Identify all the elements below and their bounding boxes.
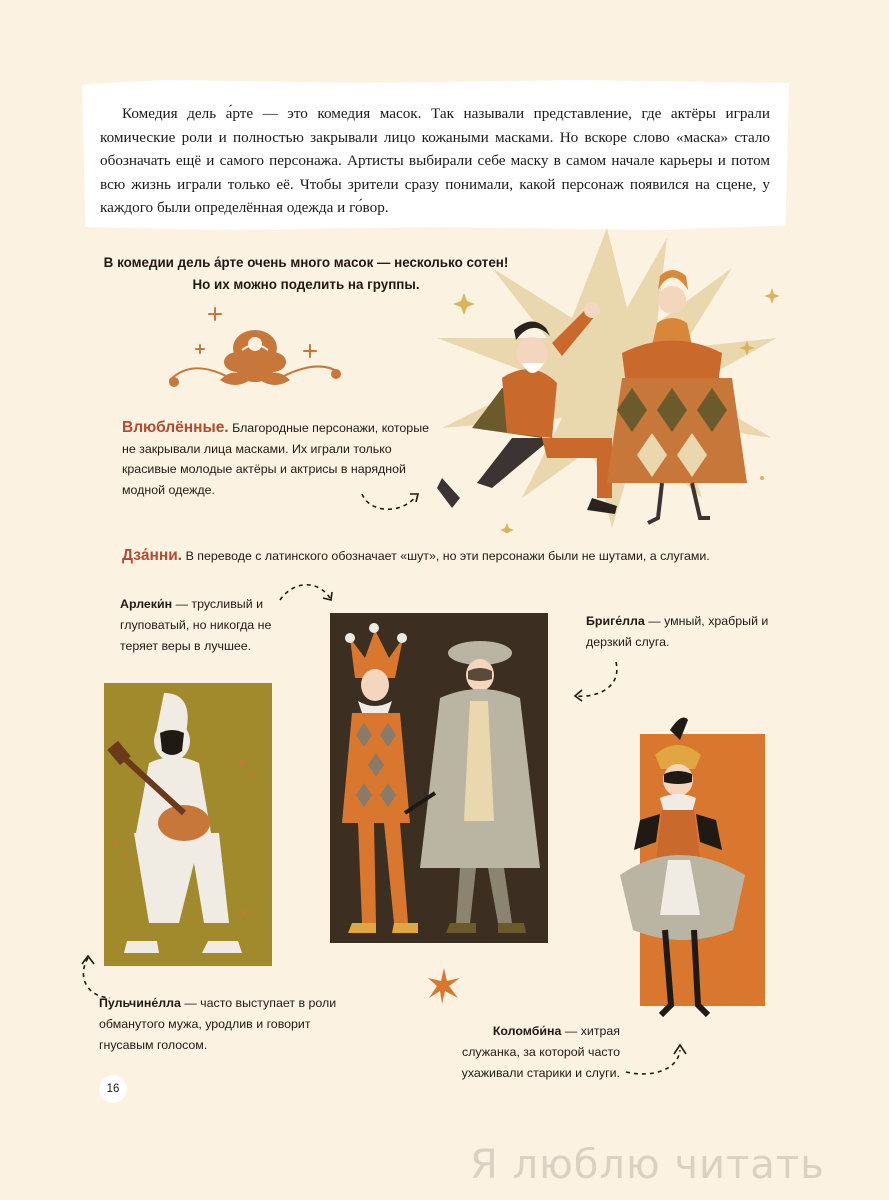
colombina-illustration (610, 710, 765, 1025)
flower-ornament-icon (160, 300, 350, 400)
lovers-text: Благородные персонажи, которые не закрывали лица масками. Их играли только красивые молодые актёры и актрисы в нарядной модной одежде. (122, 421, 429, 497)
dashed-arrow-icon (566, 658, 626, 704)
lovers-title: Влюблённые. (122, 419, 229, 436)
lead-line-1: В комедии дель а́рте очень много масок — несколько сотен! (103, 255, 509, 270)
dashed-arrow-icon (358, 466, 428, 516)
dashed-arrow-icon (276, 578, 340, 612)
arlecchino-brighella-illustration (330, 613, 548, 943)
arlecchino-desc: — трусливый и глуповатый, но никогда не теряет веры в лучшее. (120, 597, 272, 653)
zanni-text: В переводе с латинского обозначает «шут», но эти персонажи были не шутами, а слугами. (185, 549, 710, 563)
pulcinella-illustration (104, 683, 272, 966)
lovers-illustration (432, 228, 787, 533)
pulcinella-desc: — часто выступает в роли обманутого мужа, уродлив и говорит гнусавым голосом. (99, 996, 337, 1052)
arlecchino-name: Арлеки́н (120, 597, 173, 611)
watermark: Я люблю читать (470, 1142, 825, 1188)
brighella-caption (586, 611, 776, 653)
colombina-name: Коломби́на (492, 1024, 562, 1038)
brighella-name: Бриге́лла (586, 614, 645, 628)
colombina-desc: — хитрая служанка, за которой часто ухаживали старики и слуги. (461, 1024, 620, 1080)
zanni-title: Дза́нни. (122, 547, 183, 564)
colombina-caption (448, 1021, 620, 1084)
arlecchino-caption (120, 594, 280, 657)
zanni-description (122, 546, 762, 566)
lead-line-2: Но их можно поделить на группы. (192, 277, 420, 292)
brighella-desc: — умный, храбрый и дерзкий слуга. (586, 614, 769, 649)
intro-paragraph: Комедия дель а́рте — это комедия масок. Так называли представление, где актёры играли комические роли и полностью закрывали лицо кожаными масками. Но вскоре слово «маска» стало обозначать ещё и самого персонажа. Артисты выбирали себе маску в самом начале карьеры и потом всю жизнь играли только её. Чтобы зрители сразу понимали, какой персонаж появился на сцене, у каждого были определённая одежда и го́вор. (100, 105, 770, 216)
dashed-arrow-icon (622, 1040, 690, 1078)
sparkle-icon (426, 966, 462, 1006)
pulcinella-caption (99, 993, 359, 1056)
page-number: 16 (99, 1075, 127, 1103)
pulcinella-name: Пульчине́лла (99, 996, 181, 1010)
